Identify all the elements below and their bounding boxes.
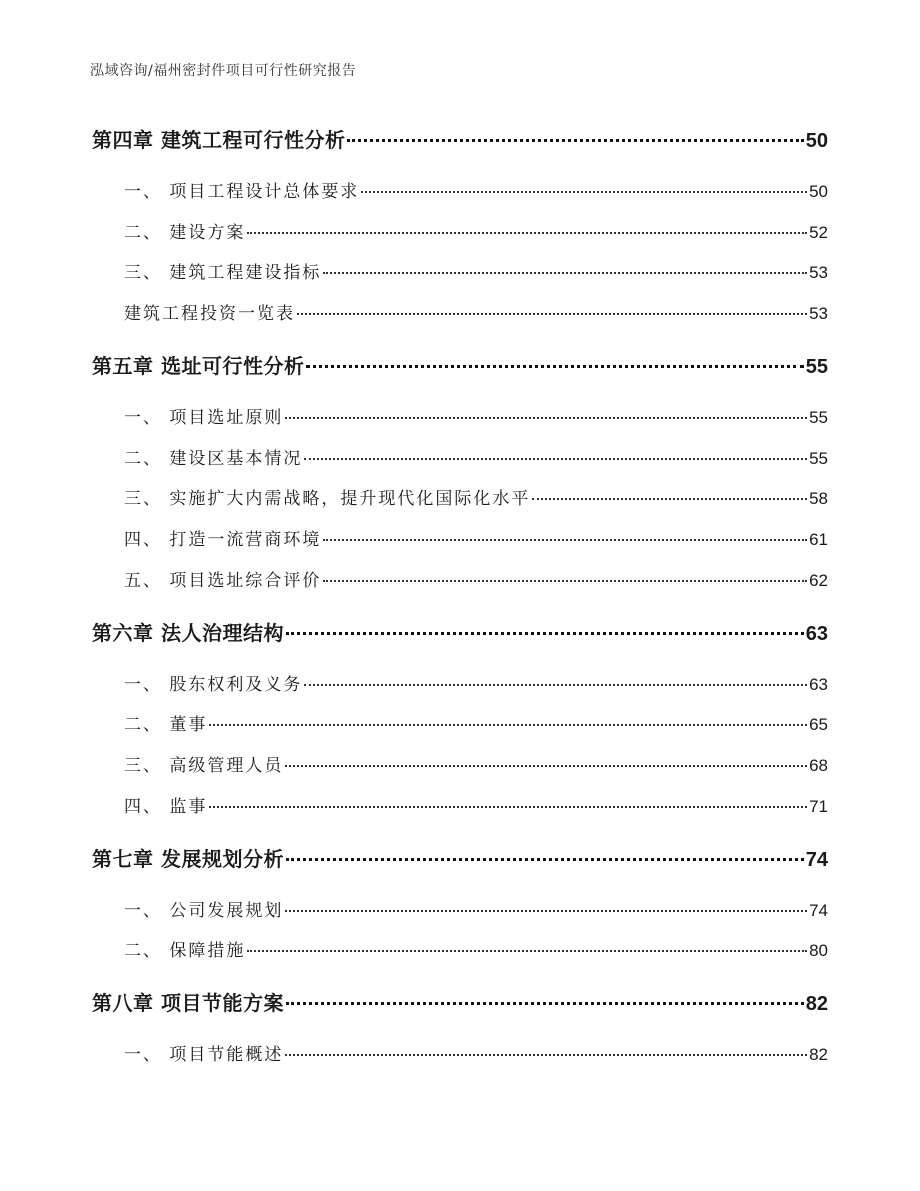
toc-entry-title: 二、 董事 [124, 715, 208, 735]
toc-section-4-3[interactable] [124, 258, 828, 283]
dot-leader [285, 417, 807, 419]
toc-entry-title: 二、 保障措施 [124, 941, 246, 961]
dot-leader [285, 910, 807, 912]
dot-leader [306, 365, 803, 368]
dot-leader [247, 950, 807, 952]
toc-entry-title: 一、 公司发展规划 [124, 901, 284, 921]
dot-leader [209, 806, 807, 808]
toc-entry-page: 74 [809, 901, 828, 920]
toc-entry-page: 71 [809, 797, 828, 816]
dot-leader [286, 1002, 804, 1005]
toc-chapter-6[interactable] [92, 617, 828, 646]
toc-entry-page: 80 [809, 941, 828, 960]
toc-entry-page: 50 [809, 182, 828, 201]
toc-entry-page: 74 [805, 849, 828, 871]
dot-leader [285, 765, 807, 767]
dot-leader [286, 632, 804, 635]
toc-section-6-4[interactable] [124, 792, 828, 817]
dot-leader [532, 498, 807, 500]
dot-leader [297, 313, 807, 315]
dot-leader [209, 724, 807, 726]
dot-leader [247, 232, 807, 234]
dot-leader [304, 684, 807, 686]
toc-entry-page: 55 [805, 356, 828, 378]
toc-entry-page: 65 [809, 715, 828, 734]
toc-entry-title: 三、 实施扩大内需战略，提升现代化国际化水平 [124, 489, 531, 509]
toc-entry-page: 50 [805, 130, 828, 152]
toc-entry-title: 五、 项目选址综合评价 [124, 571, 322, 591]
toc-entry-page: 53 [809, 304, 828, 323]
toc-entry-title: 一、 项目节能概述 [124, 1045, 284, 1065]
toc-entry-title: 第五章 选址可行性分析 [92, 354, 305, 378]
toc-entry-title: 三、 建筑工程建设指标 [124, 263, 322, 283]
dot-leader [323, 539, 807, 541]
toc-entry-page: 52 [809, 223, 828, 242]
toc-entry-title: 三、 高级管理人员 [124, 756, 284, 776]
toc-section-8-1[interactable] [124, 1040, 828, 1065]
toc-entry-title: 第八章 项目节能方案 [92, 991, 284, 1015]
toc-section-5-1[interactable] [124, 403, 828, 428]
toc-entry-title: 二、 建设方案 [124, 223, 246, 243]
toc-entry-title: 建筑工程投资一览表 [124, 304, 295, 324]
toc-entry-page: 53 [809, 263, 828, 282]
document-header: 泓域咨询/福州密封件项目可行性研究报告 [90, 63, 357, 79]
dot-leader [347, 139, 803, 142]
toc-entry-page: 82 [805, 993, 828, 1015]
toc-entry-page: 63 [809, 675, 828, 694]
toc-section-6-1[interactable] [124, 670, 828, 695]
toc-section-4-table[interactable] [124, 299, 828, 324]
toc-entry-page: 58 [809, 489, 828, 508]
dot-leader [286, 858, 804, 861]
toc-section-7-2[interactable] [124, 936, 828, 961]
toc-section-6-2[interactable] [124, 710, 828, 735]
toc-section-4-2[interactable] [124, 218, 828, 243]
toc-section-6-3[interactable] [124, 751, 828, 776]
toc-entry-title: 四、 监事 [124, 797, 208, 817]
toc-section-5-4[interactable] [124, 525, 828, 550]
toc-entry-page: 62 [809, 571, 828, 590]
toc-chapter-5[interactable] [92, 350, 828, 379]
toc-section-7-1[interactable] [124, 896, 828, 921]
dot-leader [323, 580, 807, 582]
toc-entry-page: 68 [809, 756, 828, 775]
toc-section-5-2[interactable] [124, 444, 828, 469]
toc-entry-title: 四、 打造一流营商环境 [124, 530, 322, 550]
toc-entry-title: 二、 建设区基本情况 [124, 449, 303, 469]
toc-section-4-1[interactable] [124, 177, 828, 202]
toc-entry-title: 一、 项目工程设计总体要求 [124, 182, 360, 202]
dot-leader [323, 272, 807, 274]
toc-entry-title: 第四章 建筑工程可行性分析 [92, 128, 346, 152]
toc-chapter-8[interactable] [92, 987, 828, 1016]
toc-entry-title: 一、 股东权利及义务 [124, 675, 303, 695]
toc-entry-page: 61 [809, 530, 828, 549]
dot-leader [285, 1054, 807, 1056]
toc-entry-page: 55 [809, 408, 828, 427]
toc-entry-title: 第七章 发展规划分析 [92, 847, 284, 871]
dot-leader [304, 458, 807, 460]
toc-entry-page: 63 [805, 623, 828, 645]
toc-section-5-5[interactable] [124, 566, 828, 591]
toc-entry-page: 55 [809, 449, 828, 468]
dot-leader [361, 191, 807, 193]
toc-chapter-7[interactable] [92, 843, 828, 872]
toc-section-5-3[interactable] [124, 484, 828, 509]
toc-entry-title: 一、 项目选址原则 [124, 408, 284, 428]
toc-entry-page: 82 [809, 1045, 828, 1064]
toc-chapter-4[interactable] [92, 124, 828, 153]
toc-entry-title: 第六章 法人治理结构 [92, 621, 284, 645]
